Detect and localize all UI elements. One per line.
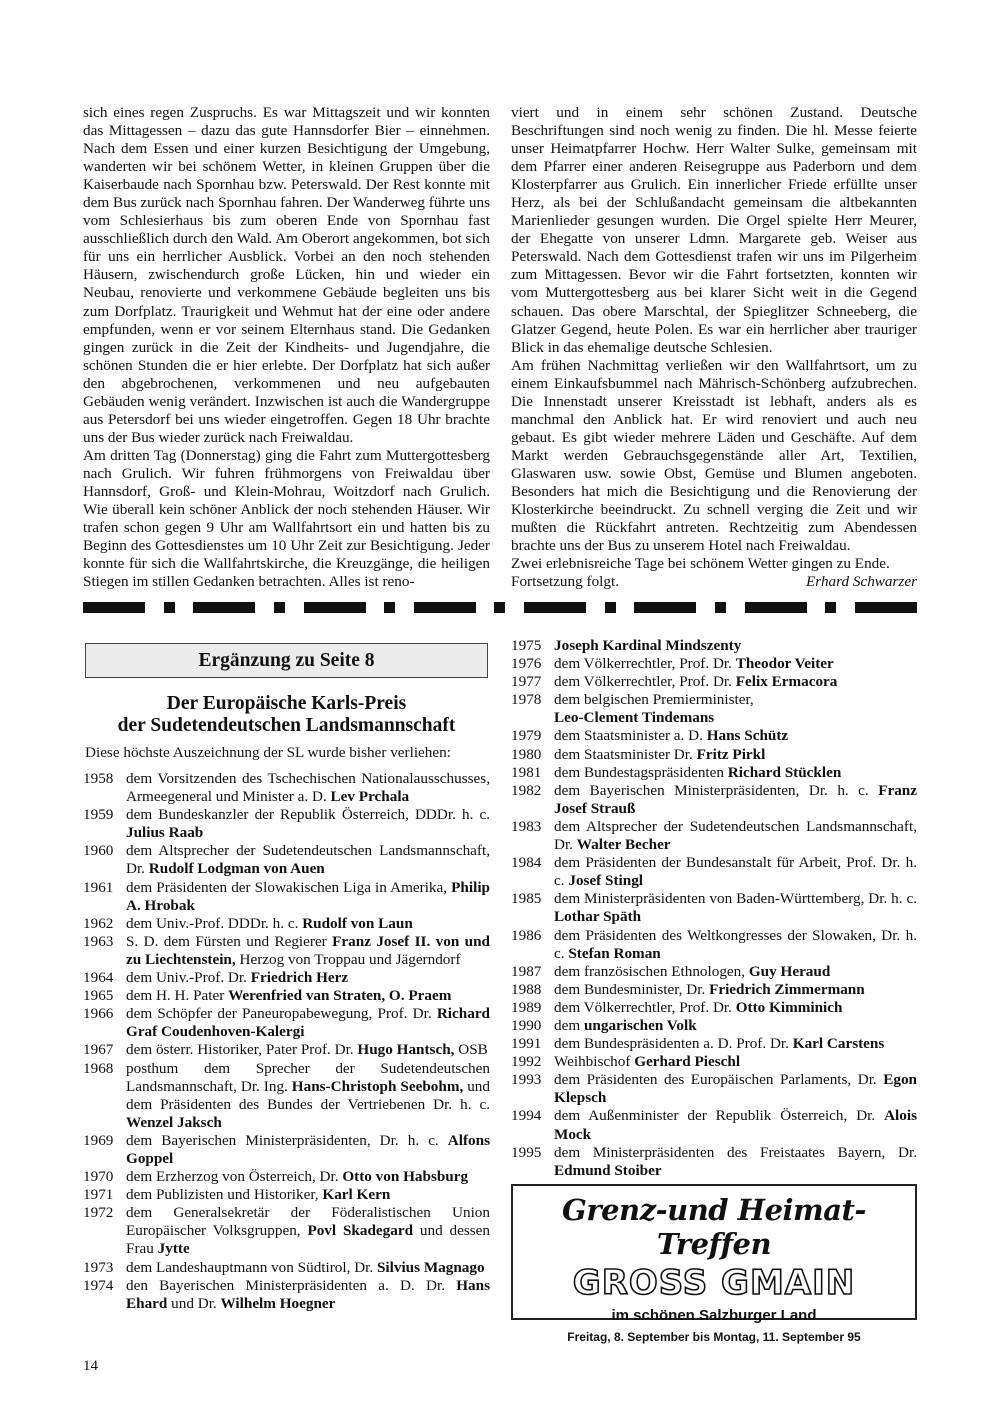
laureate-year: 1967 (83, 1041, 114, 1059)
laureate-entry (511, 1017, 917, 1035)
article-paragraph: Am dritten Tag (Donnerstag) ging die Fahrt zum Muttergottesberg nach Grulich. Wir fuhren frühmorgens von Freiwaldau über Hannsdorf, Groß- und Klein-Mohrau, Woitzdorf nach Grulich. Wie überall kein schöner Anblick der noch stehenden Häuser. Wir trafen schon gegen 9 Uhr am Wallfahrtsort ein und hatten bis zu Beginn des Gottesdienstes um 10 Uhr Zeit zur Besichtigung. Jeder konnte für sich die Wallfahrtskirche, die Kreuzgänge, die heiligen Stiegen im stillen Gedanken betrachten. Alles ist reno- (83, 446, 490, 591)
laureate-name: Walter Becher (576, 836, 671, 854)
laureate-year: 1965 (83, 987, 114, 1005)
laureate-text (554, 963, 917, 981)
laureate-text (126, 1277, 490, 1313)
laureate-year: 1960 (83, 842, 114, 860)
laureate-entry (511, 691, 917, 727)
laureate-entry (83, 1060, 490, 1132)
laureate-entry (511, 727, 917, 745)
laureate-name: Hugo Hantsch, (357, 1041, 455, 1059)
laureate-year: 1993 (511, 1071, 542, 1089)
article-signature (511, 573, 917, 591)
laureate-name: Hans Schütz (706, 727, 789, 745)
laureate-entry (511, 890, 917, 926)
laureate-entry (83, 1204, 490, 1258)
laureate-year: 1987 (511, 962, 542, 980)
laureate-entry (83, 842, 490, 878)
laureate-text (126, 1132, 490, 1168)
laureate-year: 1986 (511, 926, 542, 944)
laureate-year: 1978 (511, 691, 542, 709)
laureate-entry (511, 782, 917, 818)
laureate-description: dem Staatsminister a. D. (554, 727, 707, 745)
laureate-text (554, 764, 917, 782)
laureate-name: Jytte (157, 1240, 190, 1258)
laureate-text (126, 1041, 490, 1059)
ad-region: im schönen Salzburger Land (611, 1307, 817, 1324)
laureate-entry (83, 1168, 490, 1186)
laureate-entry (83, 879, 490, 915)
laureate-year: 1990 (511, 1016, 542, 1034)
laureate-name: Egon Klepsch (554, 1071, 917, 1107)
laureate-description: dem Präsidenten des Europäischen Parlaments, Dr. (554, 1071, 884, 1089)
laureate-description: dem Präsidenten der Slowakischen Liga in Amerika, (126, 878, 452, 896)
laureate-description: Weihbischof (554, 1053, 635, 1071)
laureate-name: Gerhard Pieschl (634, 1053, 741, 1071)
laureate-entry (83, 1277, 490, 1313)
laureate-description: dem Präsidenten der Bundesanstalt für Arbeit, Prof. Dr. h. c. (554, 854, 917, 890)
laureate-year: 1971 (83, 1186, 114, 1204)
laureate-year: 1963 (83, 932, 114, 950)
laureate-entry (511, 764, 917, 782)
laureate-name: Alois Mock (554, 1107, 917, 1143)
laureate-name: Felix Ermacora (735, 673, 838, 691)
laureate-name: Lev Prchala (330, 788, 410, 806)
laureate-entry (511, 999, 917, 1017)
laureate-entry (83, 933, 490, 969)
laureate-year: 1992 (511, 1053, 542, 1071)
laureate-name: Rudolf von Laun (302, 914, 413, 932)
laureate-year: 1984 (511, 854, 542, 872)
laureate-text (126, 1186, 490, 1204)
supplement-heading: Ergänzung zu Seite 8 (85, 643, 488, 678)
article-paragraph: Zwei erlebnisreiche Tage bei schönem Wetter gingen zu Ende. (511, 555, 890, 573)
laureate-entry (511, 1144, 917, 1180)
laureate-description: dem Völkerrechtler, Prof. Dr. (554, 998, 736, 1016)
laureate-year: 1958 (83, 770, 114, 787)
laureate-year: 1964 (83, 969, 114, 987)
laureate-name: Povl Skadegard (307, 1222, 414, 1240)
laureate-name: Wilhelm Hoegner (220, 1294, 336, 1312)
laureate-description: dem Schöpfer der Paneuropabewegung, Prof. Dr. (126, 1005, 437, 1023)
laureate-description: dem französischen Ethnologen, (554, 962, 749, 980)
laureate-description: dem Bundesminister, Dr. (554, 980, 710, 998)
laureate-text (554, 890, 917, 926)
laureate-text (554, 746, 917, 764)
laureate-text (126, 969, 490, 987)
laureate-year: 1970 (83, 1168, 114, 1186)
laureate-year: 1962 (83, 914, 114, 932)
laureate-name: Hans-Christoph Seebohm, (291, 1077, 464, 1095)
laureate-entry (83, 1132, 490, 1168)
laureate-description: dem Bundestagspräsidenten (554, 763, 728, 781)
article-column-left (83, 104, 490, 591)
laureate-text (554, 999, 917, 1017)
laureate-name: Lothar Späth (554, 908, 642, 926)
laureate-description: dem H. H. Pater (126, 987, 229, 1005)
laureate-description: dem Präsidenten des Weltkongresses der Slowaken, Dr. h. c. (554, 926, 917, 962)
laureate-year: 1972 (83, 1204, 114, 1222)
laureate-text (554, 1017, 917, 1035)
article-paragraph: sich eines regen Zuspruchs. Es war Mittagszeit und wir konnten das Mittagessen – dazu das gute Hannsdorfer Bier – einnehmen. Nach dem Essen und einer kurzen Besichtigung der Umgebung, wanderten wir bei schönem Wetter, in kleinen Gruppen über die Kaiserbaude nach Spornhau bzw. Peterswald. Der Rest konnte mit dem Bus zurück nach Spornhau fahren. Der Wanderweg führte uns vom Schlesierhaus bis zum oberen Ende von Spornhau fast ausschließlich durch den Wald. Am Oberort angekommen, bot sich für uns ein herrlicher Ausblick. Vorbei an den noch stehenden Häusern, zwischendurch große Lücken, hin und wieder ein Neubau, renovierte und verkommene Gebäude begleiten uns bis zum Dorfplatz. Traurigkeit und Wehmut hat der eine oder andere empfunden, wenn er vor seinem Elternhaus stand. Die Gedanken gingen zurück in die Zeit der Kindheits- und Jugendjahre, die schönen Stunden die er hier erlebte. Der Dorfplatz hat sich außer den abgebrochenen, verkommenen und neu aufgebauten Gebäuden wenig verändert. Inzwischen ist auch die Wandergruppe aus Petersdorf bei uns wieder eingetroffen. Gegen 18 Uhr brachte uns der Bus wieder zurück nach Freiwaldau. (83, 104, 490, 446)
laureate-description: dem Erzherzog von Österreich, Dr. (126, 1168, 343, 1186)
laureate-text (126, 1005, 490, 1041)
laureate-entry (83, 1005, 490, 1041)
laureate-entry (83, 1259, 490, 1277)
laureate-entry (83, 915, 490, 933)
laureate-list-left (83, 770, 490, 1313)
article-paragraph: Am frühen Nachmittag verließen wir den Wallfahrtsort, um zu einem Einkaufsbummel nach Mährisch-Schönberg aufzubrechen. Die Innenstadt unserer Kreisstadt ist lebhaft, anders als es manchmal den Anblick hat. Er wird renoviert und auch neu gebaut. Es gibt wieder mehrere Läden und Geschäfte. Auf dem Markt werden Gebrauchsgegenstände aller Art, Textilien, Glaswaren usw. sowie Obst, Gemüse und Blumen angeboten. Besonders hat mich die Besichtigung und die Renovierung der Klosterkirche beeindruckt. Zu schnell verging die Zeit und wir mußten die Rückfahrt antreten. Rechtzeitig zum Abendessen brachte uns der Bus zu unserem Hotel nach Freiwaldau. (511, 356, 917, 555)
laureate-entry (83, 1041, 490, 1059)
laureate-description: dem Publizisten und Historiker, (126, 1186, 323, 1204)
laureate-year: 1969 (83, 1131, 114, 1149)
laureate-entry (511, 673, 917, 691)
laureate-description: dem Ministerpräsidenten des Freistaates Bayern, Dr. (554, 1143, 917, 1161)
laureate-name: Josef Stingl (568, 872, 644, 890)
ad-location: GROSS GMAIN (572, 1263, 856, 1303)
laureate-text (126, 1168, 490, 1186)
laureate-name: Julius Raab (126, 824, 204, 842)
laureate-year: 1974 (83, 1276, 114, 1294)
laureate-text (126, 842, 490, 878)
laureate-entry (511, 963, 917, 981)
laureate-entry (511, 1035, 917, 1053)
article-column-right (511, 104, 917, 591)
laureate-name: Friedrich Herz (250, 969, 349, 987)
laureate-name: Rudolf Lodgman von Auen (148, 860, 325, 878)
laureate-year: 1980 (511, 745, 542, 763)
laureate-year: 1995 (511, 1143, 542, 1161)
laureate-name: Stefan Roman (568, 944, 661, 962)
laureate-year: 1975 (511, 637, 542, 654)
laureate-text (554, 981, 917, 999)
laureate-description: den Bayerischen Ministerpräsidenten a. D. Dr. (126, 1276, 457, 1294)
laureate-text (126, 933, 490, 969)
laureate-year: 1988 (511, 980, 542, 998)
laureate-description: dem Altsprecher der Sudetendeutschen Landsmannschaft, Dr. (554, 817, 917, 854)
laureate-name: Karl Carstens (792, 1035, 885, 1053)
laureate-entry (511, 854, 917, 890)
laureate-name: Franz Josef Strauß (554, 781, 917, 817)
laureate-year: 1977 (511, 673, 542, 691)
laureate-year: 1966 (83, 1005, 114, 1023)
laureate-name: Edmund Stoiber (554, 1161, 662, 1179)
laureate-name: Joseph Kardinal Mindszenty (554, 637, 742, 654)
laureate-name: Alfons Goppel (126, 1131, 490, 1167)
laureate-name: Karl Kern (322, 1186, 391, 1204)
laureate-entry (511, 1053, 917, 1071)
laureate-entry (83, 806, 490, 842)
laureate-description: dem Staatsminister Dr. (554, 745, 697, 763)
laureate-description: und dessen Frau (126, 1222, 490, 1258)
laureate-year: 1991 (511, 1035, 542, 1053)
laureate-description: dem Altsprecher der Sudetendeutschen Landsmannschaft, Dr. (126, 842, 490, 878)
laureate-description: dem belgischen Premierminister, (554, 691, 754, 709)
laureate-description: dem Völkerrechtler, Prof. Dr. (554, 655, 736, 673)
laureate-name: Richard Graf Coudenhoven-Kalergi (126, 1005, 490, 1041)
laureate-year: 1994 (511, 1107, 542, 1125)
laureate-text (554, 1053, 917, 1071)
laureate-text (126, 1060, 490, 1132)
ad-dates: Freitag, 8. September bis Montag, 11. September 95 (567, 1330, 861, 1344)
laureate-description: dem Univ.-Prof. Dr. (126, 969, 251, 987)
laureate-description: dem Bayerischen Ministerpräsidenten, Dr. h. c. (126, 1131, 448, 1149)
laureate-description: dem Bundeskanzler der Republik Österreich, DDDr. h. c. (126, 806, 490, 824)
laureate-text (554, 691, 917, 727)
laureate-text (126, 1204, 490, 1258)
continuation-note: Fortsetzung folgt. (511, 573, 619, 591)
laureate-text (126, 806, 490, 842)
laureate-description: und dem Präsidenten des Bundes der Vertriebenen Dr. h. c. (126, 1077, 490, 1113)
laureate-description: S. D. dem Fürsten und Regierer (126, 932, 333, 950)
laureate-name: Franz Josef II. von und zu Liechtenstein, (126, 932, 490, 968)
laureate-entry (511, 927, 917, 963)
laureate-text (126, 987, 490, 1005)
laureate-description: dem österr. Historiker, Pater Prof. Dr. (126, 1041, 358, 1059)
karls-preis-title (85, 693, 488, 737)
laureate-name: Fritz Pirkl (696, 745, 766, 763)
laureate-name: Otto Kimminich (735, 998, 843, 1016)
laureate-text (554, 1144, 917, 1180)
laureate-text (126, 879, 490, 915)
laureate-name: Friedrich Zimmermann (709, 980, 865, 998)
laureate-text (554, 818, 917, 854)
laureate-description: dem Außenminister der Republik Österreich, Dr. (554, 1107, 885, 1125)
laureate-name: Theodor Veiter (735, 655, 834, 673)
laureate-entry (511, 637, 917, 655)
laureate-name: Philip A. Hrobak (126, 878, 490, 914)
laureate-entry (511, 1071, 917, 1107)
laureate-name: Guy Heraud (748, 962, 831, 980)
laureate-entry (83, 1186, 490, 1204)
ad-event-title: Grenz-und Heimat-Treffen (562, 1193, 866, 1261)
laureate-text (554, 854, 917, 890)
laureate-year: 1959 (83, 806, 114, 824)
laureate-name: ungarischen Volk (583, 1016, 697, 1034)
laureate-entry (511, 818, 917, 854)
karls-preis-intro: Diese höchste Auszeichnung der SL wurde bisher verliehen: (85, 744, 451, 761)
laureate-text (126, 915, 490, 933)
laureate-year: 1979 (511, 727, 542, 745)
laureate-description: OSB (454, 1041, 488, 1059)
laureate-name: Werenfried van Straten, O. Praem (228, 987, 452, 1005)
laureate-text (554, 1071, 917, 1107)
laureate-entry (83, 969, 490, 987)
laureate-description: dem Generalsekretär der Föderalistischen Union Europäischer Volksgruppen, (126, 1204, 490, 1240)
laureate-entry (511, 1107, 917, 1143)
laureate-name: Wenzel Jaksch (126, 1113, 222, 1131)
laureate-text (554, 727, 917, 745)
laureate-year: 1989 (511, 998, 542, 1016)
laureate-description: dem Völkerrechtler, Prof. Dr. (554, 673, 736, 691)
laureate-year: 1976 (511, 655, 542, 673)
laureate-text (554, 673, 917, 691)
laureate-text (554, 782, 917, 818)
event-advertisement (511, 1184, 917, 1344)
laureate-text (554, 1035, 917, 1053)
laureate-description: und Dr. (167, 1294, 221, 1312)
laureate-text (126, 1259, 490, 1277)
laureate-description: dem Univ.-Prof. DDDr. h. c. (126, 914, 303, 932)
laureate-name: Otto von Habsburg (342, 1168, 469, 1186)
laureate-name: Silvius Magnago (376, 1258, 485, 1276)
laureate-text (554, 1107, 917, 1143)
karls-preis-title-line: Der Europäische Karls-Preis (166, 693, 407, 714)
laureate-name: Leo-Clement Tindemans (554, 709, 715, 727)
laureate-entry (511, 746, 917, 764)
laureate-year: 1982 (511, 781, 542, 799)
laureate-year: 1973 (83, 1258, 114, 1276)
laureate-name: Hans Ehard (126, 1276, 490, 1312)
laureate-description: dem Bayerischen Ministerpräsidenten, Dr. h. c. (554, 781, 879, 799)
laureate-description: posthum dem Sprecher der Sudetendeutschen Landsmannschaft, Dr. Ing. (126, 1059, 490, 1095)
laureate-year: 1968 (83, 1059, 114, 1077)
laureate-description: dem Landeshauptmann von Südtirol, Dr. (126, 1258, 377, 1276)
author-name: Erhard Schwarzer (806, 573, 917, 591)
karls-preis-title-line: der Sudetendeutschen Landsmannschaft (117, 715, 456, 736)
section-separator (83, 601, 917, 613)
laureate-description: dem (554, 1016, 584, 1034)
laureate-entry (83, 770, 490, 806)
laureate-description: dem Ministerpräsidenten von Baden-Württemberg, Dr. h. c. (554, 890, 917, 908)
laureate-text (126, 770, 490, 806)
laureate-entry (83, 987, 490, 1005)
laureate-description: Herzog von Troppau und Jägerndorf (235, 950, 461, 968)
laureate-year: 1961 (83, 878, 114, 896)
laureate-name: Richard Stücklen (727, 763, 842, 781)
laureate-text (554, 637, 917, 655)
laureate-entry (511, 655, 917, 673)
page-number: 14 (83, 1358, 98, 1374)
laureate-description: dem Vorsitzenden des Tschechischen Nationalausschusses, Armeegeneral und Minister a. D. (126, 770, 490, 806)
article-paragraph: viert und in einem sehr schönen Zustand. Deutsche Beschriftungen sind noch wenig zu finden. Die hl. Messe feierte unser Heimatpfarrer Hochw. Herr Walter Sulke, gemeinsam mit dem Pfarrer einer anderen Reisegruppe aus Paderborn und dem Klosterpfarrer aus Grulich. Ein innerlicher Friede erfüllte unser Herz, als bei der Schlußandacht gemeinsam die altbekannten Marienlieder gesungen wurden. Die Orgel spielte Herr Meurer, der Ehegatte von unserer Ldmn. Margarete geb. Weiser aus Peterswald. Nach dem Gottesdienst trafen wir uns im Pilgerheim zum Mittagessen. Bevor wir die Fahrt fortsetzten, konnten wir vom Muttergottesberg aus bei klarer Sicht weit in die Gegend schauen. Das obere Marschtal, der Spieglitzer Schneeberg, die Glatzer Gegend, heute Polen. Es war ein herrlicher aber trauriger Blick in das ehemalige deutsche Schlesien. (511, 104, 917, 356)
laureate-text (554, 655, 917, 673)
laureate-year: 1981 (511, 763, 542, 781)
laureate-description: dem Bundespräsidenten a. D. Prof. Dr. (554, 1035, 793, 1053)
laureate-year: 1983 (511, 817, 542, 835)
laureate-text (554, 927, 917, 963)
laureate-list-right (511, 637, 917, 1180)
laureate-entry (511, 981, 917, 999)
laureate-year: 1985 (511, 890, 542, 908)
